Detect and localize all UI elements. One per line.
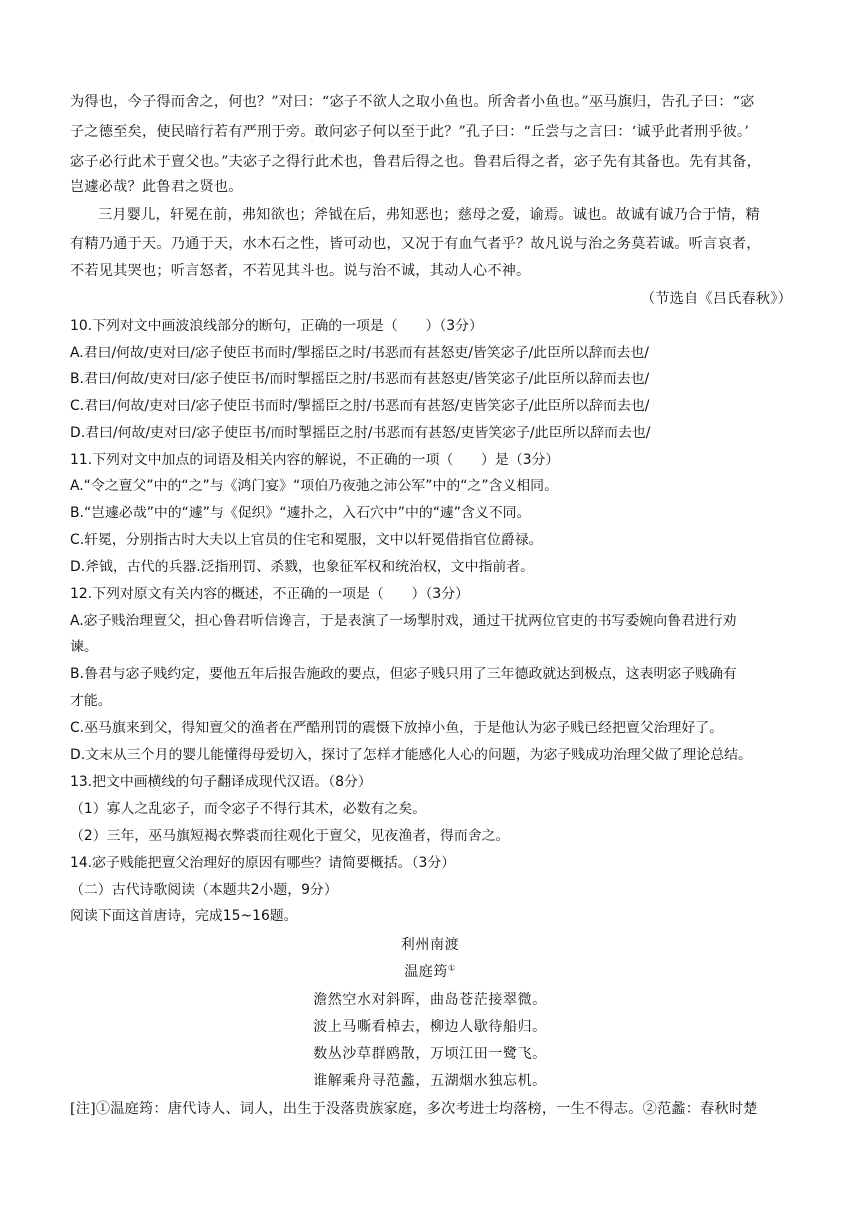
q12-option-a-cont: 谏。 xyxy=(70,639,98,655)
poem-title: 利州南渡 xyxy=(400,937,460,953)
poem-note: [注]①温庭筠：唐代诗人、词人，出生于没落贵族家庭，多次考进士均落榜，一生不得志。②范蠡：春秋时楚 xyxy=(70,1101,758,1117)
q10-option-a: A.君曰/何故/吏对曰/宓子使臣书而时/掣摇臣之时/书恶而有甚怒吏/皆笑宓子/此臣所以辞而去也/ xyxy=(70,345,649,361)
q13-item-2: （2）三年，巫马旗短褐衣弊裘而往观化于亶父，见夜渔者，得而舍之。 xyxy=(70,828,510,844)
passage-line: 有精乃通于天。乃通于天，水木石之性，皆可动也，又况于有血气者乎？故凡说与治之务莫若诚。听言哀者， xyxy=(70,236,761,252)
passage-line: 岂遽必哉？此鲁君之贤也。 xyxy=(70,179,243,195)
q11-option-a: A.“令之亶父”中的“之”与《鸿门宴》“项伯乃夜弛之沛公军”中的“之”含义相同。 xyxy=(70,478,558,494)
passage-source: （节选自《吕氏春秋》） xyxy=(640,291,792,307)
poem-author xyxy=(0,962,860,982)
passage-line: 为得也，今子得而舍之，何也？”对曰：“宓子不欲人之取小鱼也。所舍者小鱼也。”巫马旗归，告孔子曰：“宓 xyxy=(70,94,755,110)
q12-option-a: A.宓子贱治理亶父，担心鲁君听信谗言，于是表演了一场掣肘戏，通过干扰两位官吏的书写委婉向鲁君进行劝 xyxy=(70,613,737,629)
footnote-marker: ① xyxy=(448,963,456,973)
section-intro: 阅读下面这首唐诗，完成15~16题。 xyxy=(70,908,298,924)
q13-item-1: （1）寡人之乱宓子，而令宓子不得行其术，必数有之矣。 xyxy=(70,801,427,817)
question-13-stem: 13.把文中画横线的句子翻译成现代汉语。（8分） xyxy=(70,774,372,790)
q11-option-d: D.斧钺，古代的兵器.泛指刑罚、杀戮，也象征军权和统治权，文中指前者。 xyxy=(70,559,535,575)
poem-line: 澹然空水对斜晖，曲岛苍茫接翠微。 xyxy=(313,992,547,1008)
q10-option-c: C.君曰/何故/吏对曰/宓子使臣书而时/掣摇臣之肘/书恶而有甚怒/吏皆笑宓子/此臣所以辞而去也/ xyxy=(70,398,650,414)
poem-line: 波上马嘶看棹去，柳边人歇待船归。 xyxy=(313,1019,547,1035)
q12-option-c: C.巫马旗来到父，得知亶父的渔者在严酷刑罚的震慑下放掉小鱼，于是他认为宓子贱已经把亶父治理好了。 xyxy=(70,720,724,736)
q12-option-b-cont: 才能。 xyxy=(70,693,112,709)
question-10-stem: 10.下列对文中画波浪线部分的断句，正确的一项是（ ）（3分） xyxy=(70,318,483,334)
question-12-stem: 12.下列对原文有关内容的概述，不正确的一项是（ ）（3分） xyxy=(70,586,470,602)
passage-line: 不若见其哭也；听言怒者，不若见其斗也。说与治不诚，其动人心不神。 xyxy=(70,263,531,279)
poem-line: 谁解乘舟寻范蠡，五湖烟水独忘机。 xyxy=(313,1073,547,1089)
question-14-stem: 14.宓子贱能把亶父治理好的原因有哪些？请简要概括。（3分） xyxy=(70,855,456,871)
q11-option-b: B.“岂遽必哉”中的“遽”与《促织》“遽扑之，入石穴中”中的“遽”含义不同。 xyxy=(70,505,531,521)
q10-option-b: B.君曰/何故/吏对曰/宓子使臣书/而时掣摇臣之肘/书恶而有甚怒吏/皆笑宓子/此臣所以辞而去也/ xyxy=(70,371,650,387)
section-heading: （二）古代诗歌阅读（本题共2小题，9分） xyxy=(70,882,338,898)
q11-option-c: C.轩冕，分别指古时大夫以上官员的住宅和冕服，文中以轩冕借指官位爵禄。 xyxy=(70,532,543,548)
question-11-stem: 11.下列对文中加点的词语及相关内容的解说，不正确的一项（ ）是（3分） xyxy=(70,452,560,468)
passage-line: 宓子必行此术于亶父也。”夫宓子之得行此术也，鲁君后得之也。鲁君后得之者，宓子先有其备也。先有其备， xyxy=(70,154,761,170)
passage-line: 子之德至矣，使民暗行若有严刑于旁。敢问宓子何以至于此？”孔子曰：“丘尝与之言曰：‘诚乎此者刑乎彼。’ xyxy=(70,124,750,140)
q10-option-d: D.君曰/何故/吏对曰/宓子使臣书/而时掣摇臣之肘/书恶而有甚怒/吏皆笑宓子/此臣所以辞而去也/ xyxy=(70,425,651,441)
poem-line: 数丛沙草群鸥散，万顷江田一鹭飞。 xyxy=(313,1046,547,1062)
poem-author-name: 温庭筠 xyxy=(404,964,449,980)
q12-option-b: B.鲁君与宓子贱约定，要他五年后报告施政的要点，但宓子贱只用了三年德政就达到极点，这表明宓子贱确有 xyxy=(70,666,737,682)
passage-line: 三月婴儿，轩冕在前，弗知欲也；斧钺在后，弗知恶也；慈母之爱，谕焉。诚也。故诚有诚乃合于情，精 xyxy=(98,207,760,223)
q12-option-d: D.文末从三个月的婴儿能懂得母爱切入，探讨了怎样才能感化人心的问题，为宓子贱成功治理父做了理论总结。 xyxy=(70,747,752,763)
